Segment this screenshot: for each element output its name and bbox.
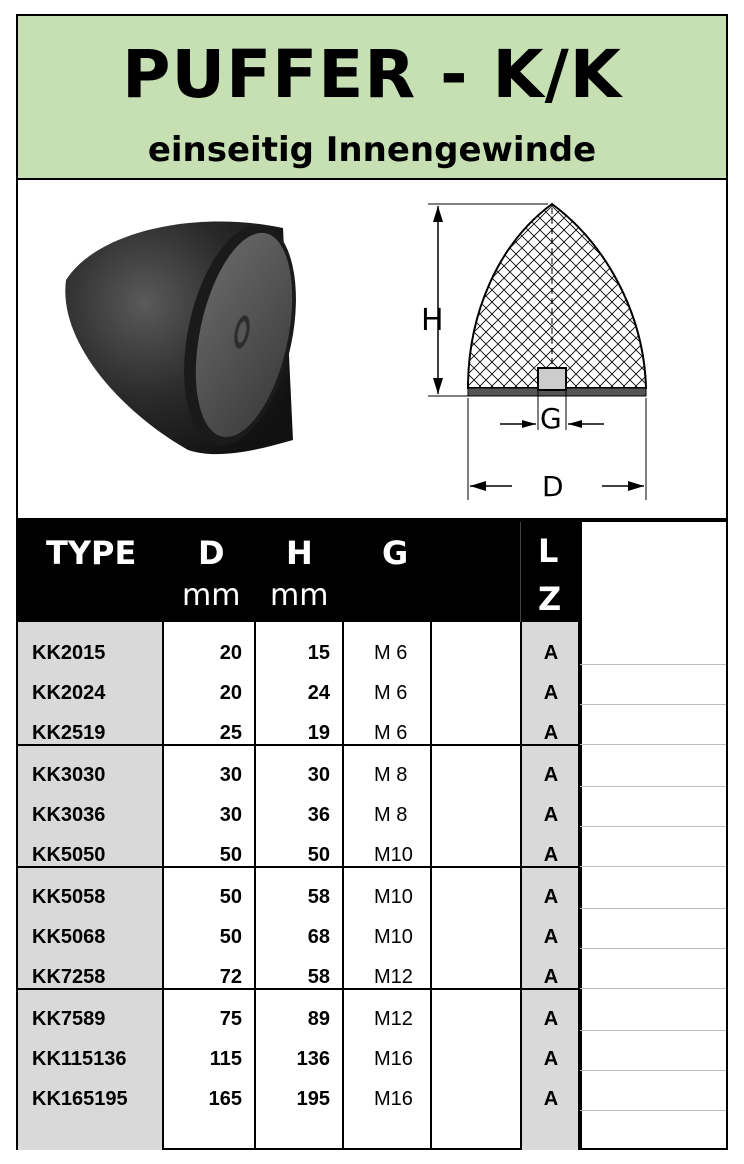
header-l: L	[538, 532, 559, 570]
cell-d: 75	[219, 1008, 242, 1030]
cell-d: 72	[219, 966, 242, 988]
cell-h: 50	[307, 844, 330, 866]
cell-d: 25	[219, 722, 242, 744]
cell-type: KK5058	[32, 886, 106, 908]
cell-h: 15	[307, 642, 330, 664]
table-row	[18, 878, 726, 918]
cell-lz: A	[543, 844, 559, 866]
dimension-label-g: G	[540, 402, 562, 435]
cell-type: KK2519	[32, 722, 106, 744]
product-images	[18, 180, 726, 520]
cell-g: M10	[374, 844, 413, 866]
cell-lz: A	[543, 1088, 559, 1110]
cell-lz: A	[543, 722, 559, 744]
table-row	[18, 958, 726, 998]
cell-g: M 8	[374, 764, 408, 786]
table-header-blank	[580, 522, 726, 622]
cell-type: KK5068	[32, 926, 106, 948]
cell-h: 136	[296, 1048, 330, 1070]
technical-drawing	[408, 194, 688, 514]
cell-type: KK3030	[32, 764, 106, 786]
cell-type: KK2015	[32, 642, 106, 664]
cell-d: 20	[219, 682, 242, 704]
cell-g: M10	[374, 886, 413, 908]
cell-lz: A	[543, 886, 559, 908]
cell-h: 24	[307, 682, 330, 704]
cell-h: 58	[307, 886, 330, 908]
cell-h: 19	[307, 722, 330, 744]
table-row	[18, 836, 726, 876]
cell-d: 50	[219, 844, 242, 866]
cell-lz: A	[543, 926, 559, 948]
cell-lz: A	[543, 764, 559, 786]
cell-d: 165	[208, 1088, 242, 1110]
cell-type: KK2024	[32, 682, 106, 704]
table-row	[18, 714, 726, 754]
cell-lz: A	[543, 642, 559, 664]
dimension-label-h: H	[421, 303, 444, 338]
cell-type: KK115136	[32, 1048, 127, 1070]
table-row	[18, 796, 726, 836]
dimension-label-d: D	[542, 470, 564, 503]
header-h: H	[286, 534, 313, 572]
header-z: Z	[538, 580, 562, 618]
cell-g: M10	[374, 926, 413, 948]
cell-h: 36	[307, 804, 330, 826]
cell-g: M 8	[374, 804, 408, 826]
header-g: G	[382, 534, 409, 572]
table-row	[18, 634, 726, 674]
header-banner	[18, 16, 726, 180]
cell-g: M12	[374, 1008, 413, 1030]
cell-d: 20	[219, 642, 242, 664]
cell-type: KK7258	[32, 966, 106, 988]
cell-g: M16	[374, 1088, 413, 1110]
header-d-unit: mm	[182, 578, 241, 613]
table-row	[18, 1000, 726, 1040]
header-type: TYPE	[46, 534, 137, 572]
cell-d: 30	[219, 764, 242, 786]
cell-d: 50	[219, 926, 242, 948]
cell-lz: A	[543, 804, 559, 826]
cell-h: 30	[307, 764, 330, 786]
cell-d: 30	[219, 804, 242, 826]
cell-lz: A	[543, 1048, 559, 1070]
table-top-border	[18, 520, 726, 522]
table-row	[18, 918, 726, 958]
cell-type: KK5050	[32, 844, 106, 866]
cell-lz: A	[543, 682, 559, 704]
cell-h: 58	[307, 966, 330, 988]
cell-h: 68	[307, 926, 330, 948]
table-row	[18, 1040, 726, 1080]
cell-lz: A	[543, 1008, 559, 1030]
cell-g: M 6	[374, 682, 408, 704]
page-title: PUFFER - K/K	[122, 36, 622, 113]
table-row	[18, 674, 726, 714]
product-photo	[58, 210, 358, 510]
cell-type: KK165195	[32, 1088, 128, 1110]
cell-type: KK3036	[32, 804, 106, 826]
cell-d: 115	[209, 1048, 242, 1070]
cell-h: 195	[296, 1088, 330, 1110]
datasheet-frame	[16, 14, 728, 1150]
cell-type: KK7589	[32, 1008, 106, 1030]
header-d: D	[198, 534, 225, 572]
cell-g: M 6	[374, 642, 408, 664]
cell-d: 50	[219, 886, 242, 908]
table-row	[18, 756, 726, 796]
table-header	[18, 522, 580, 622]
cell-h: 89	[307, 1008, 330, 1030]
table-body	[18, 622, 726, 1150]
cell-lz: A	[543, 966, 559, 988]
cell-g: M16	[374, 1048, 413, 1070]
header-h-unit: mm	[270, 578, 329, 613]
header-lz-divider-left	[520, 522, 521, 622]
page-subtitle: einseitig Innengewinde	[147, 130, 597, 170]
cell-g: M 6	[374, 722, 408, 744]
table-row	[18, 1080, 726, 1120]
cell-g: M12	[374, 966, 413, 988]
